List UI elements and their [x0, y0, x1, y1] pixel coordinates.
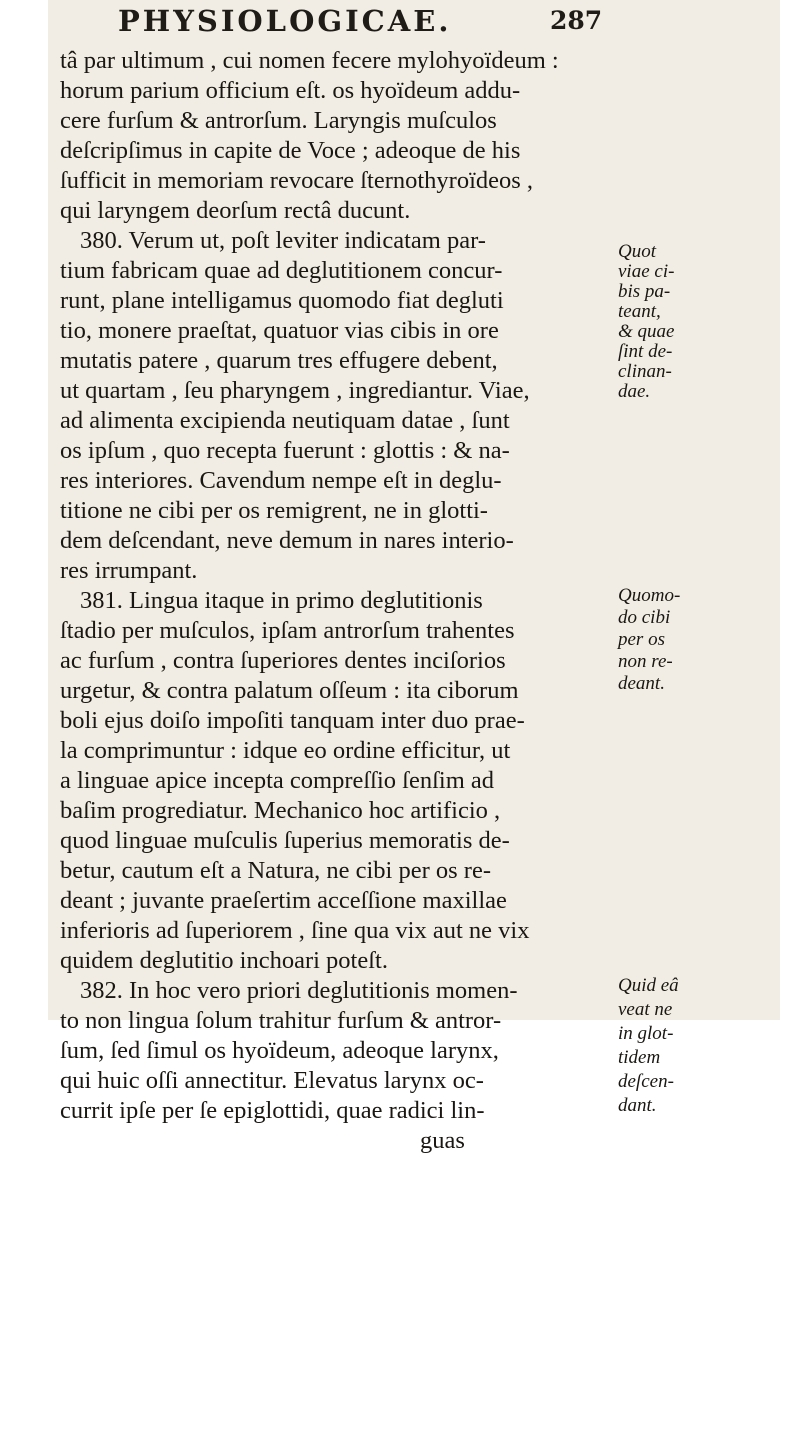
page-header	[118, 4, 638, 44]
running-title: PHYSIOLOGICAE.	[118, 4, 452, 38]
text-line: currit ipſe per ſe epiglottidi, quae radici lin-	[60, 1097, 485, 1124]
text-line: dem deſcendant, neve demum in nares interio-	[60, 527, 514, 554]
text-line: boli ejus doiſo impoſiti tanquam inter duo prae-	[60, 707, 525, 734]
margin-note: non re-	[618, 651, 673, 672]
text-line: ut quartam , ſeu pharyngem , ingrediantur. Viae,	[60, 377, 530, 404]
text-line: quod linguae muſculis ſuperius memoratis de-	[60, 827, 510, 854]
margin-note: veat ne	[618, 999, 673, 1020]
margin-note: deſcen-	[618, 1071, 674, 1092]
margin-note: dant.	[618, 1095, 657, 1116]
margin-note: & quae	[618, 321, 675, 342]
text-line: deant ; juvante praeſertim acceſſione maxillae	[60, 887, 507, 914]
margin-note: dae.	[618, 381, 651, 402]
margin-note: viae ci-	[618, 261, 675, 282]
text-line: deſcripſimus in capite de Voce ; adeoque de his	[60, 137, 521, 164]
margin-note: Quid eâ	[618, 975, 679, 996]
text-line: qui laryngem deorſum rectâ ducunt.	[60, 197, 411, 224]
text-line: mutatis patere , quarum tres effugere debent,	[60, 347, 498, 374]
page-number: 287	[550, 6, 603, 35]
text-line: qui huic oſſi annectitur. Elevatus larynx oc-	[60, 1067, 484, 1094]
text-line: horum parium officium eſt. os hyoïdeum addu-	[60, 77, 521, 104]
text-line: titione ne cibi per os remigrent, ne in glotti-	[60, 497, 488, 524]
text-line: betur, cautum eſt a Natura, ne cibi per os re-	[60, 857, 491, 884]
text-line: tio, monere praeſtat, quatuor vias cibis in ore	[60, 317, 499, 344]
text-line: a linguae apice incepta compreſſio ſenſim ad	[60, 767, 495, 794]
text-line: ſufficit in memoriam revocare ſternothyroïdeos ,	[60, 167, 534, 194]
text-line: res interiores. Cavendum nempe eſt in deglu-	[60, 467, 502, 494]
text-line: runt, plane intelligamus quomodo fiat degluti	[60, 287, 504, 314]
text-line: inferioris ad ſuperiorem , ſine qua vix aut ne vix	[60, 917, 530, 944]
text-line: quidem deglutitio inchoari poteſt.	[60, 947, 388, 974]
text-line: res irrumpant.	[60, 557, 198, 584]
paragraph-start-382: 382. In hoc vero priori deglutitionis momen-	[80, 977, 518, 1004]
text-line: ad alimenta excipienda neutiquam datae , ſunt	[60, 407, 510, 434]
text-line: baſim progrediatur. Mechanico hoc artificio ,	[60, 797, 501, 824]
margin-note: ſint de-	[618, 341, 673, 362]
text-line: tâ par ultimum , cui nomen fecere mylohyoïdeum :	[60, 47, 559, 74]
text-line: to non lingua ſolum trahitur furſum & antror-	[60, 1007, 502, 1034]
margin-note: deant.	[618, 673, 665, 694]
text-line: ac furſum , contra ſuperiores dentes inciſorios	[60, 647, 506, 674]
margin-note: Quot	[618, 241, 656, 262]
text-line: os ipſum , quo recepta fuerunt : glottis : & na-	[60, 437, 510, 464]
text-line: tium fabricam quae ad deglutitionem concur-	[60, 257, 503, 284]
margin-note: do cibi	[618, 607, 671, 628]
margin-note: tidem	[618, 1047, 661, 1068]
margin-note: per os	[618, 629, 665, 650]
catchword: guas	[420, 1127, 465, 1154]
margin-note: teant,	[618, 301, 661, 322]
text-line: ſtadio per muſculos, ipſam antrorſum trahentes	[60, 617, 515, 644]
paragraph-start-380: 380. Verum ut, poſt leviter indicatam par-	[80, 227, 486, 254]
margin-note: Quomo-	[618, 585, 681, 606]
text-line: ſum, ſed ſimul os hyoïdeum, adeoque larynx,	[60, 1037, 499, 1064]
margin-note: bis pa-	[618, 281, 671, 302]
text-line: urgetur, & contra palatum oſſeum : ita ciborum	[60, 677, 519, 704]
text-line: la comprimuntur : idque eo ordine efficitur, ut	[60, 737, 511, 764]
paragraph-start-381: 381. Lingua itaque in primo deglutitionis	[80, 587, 483, 614]
text-line: cere furſum & antrorſum. Laryngis muſculos	[60, 107, 497, 134]
margin-note: in glot-	[618, 1023, 674, 1044]
margin-note: clinan-	[618, 361, 672, 382]
